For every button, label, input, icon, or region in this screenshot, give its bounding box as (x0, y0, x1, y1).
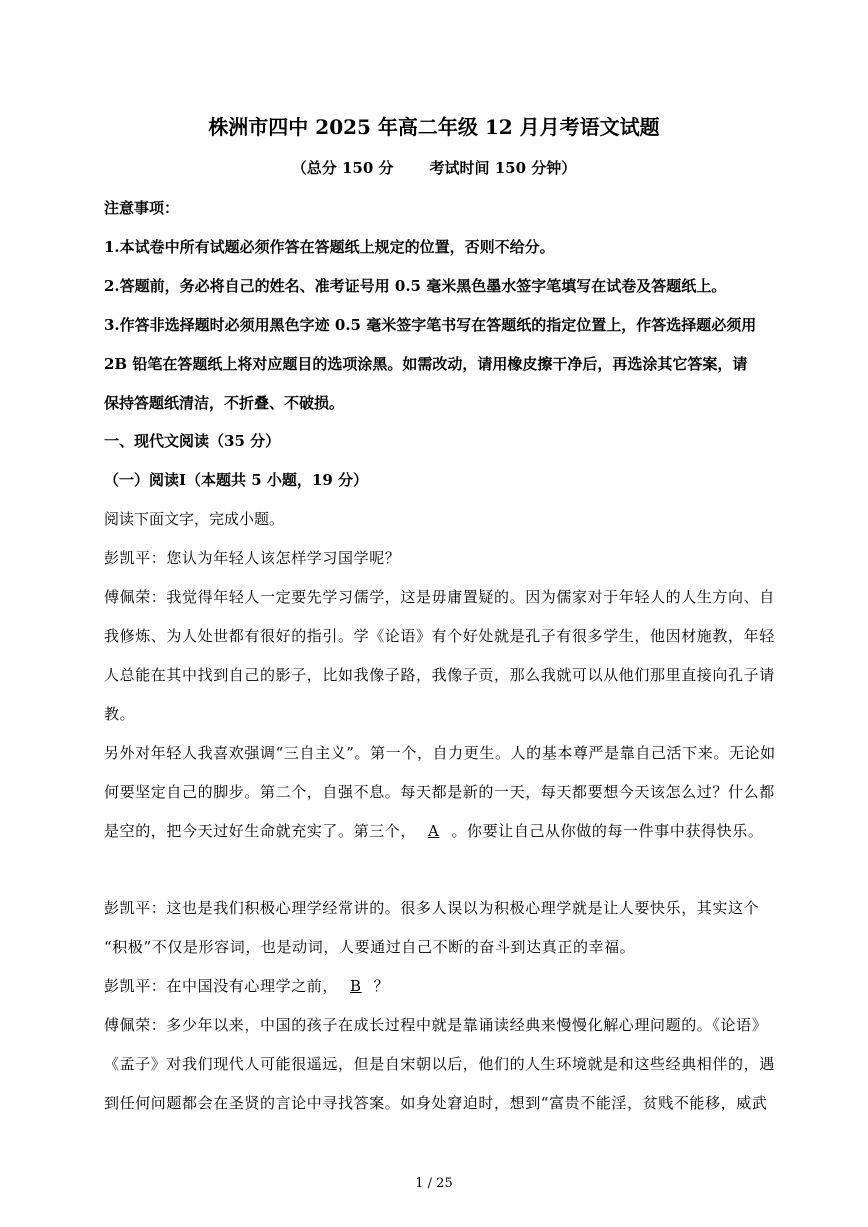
passage-text: 。你要让自己从你做的每一件事中获得快乐。 (451, 822, 764, 840)
blank-a: A (428, 822, 440, 840)
exam-time: 考试时间 150 分钟） (429, 159, 577, 177)
passage-line-with-blank-a (104, 821, 763, 841)
exam-title: 株洲市四中 2025 年高二年级 12 月月考语文试题 (208, 115, 660, 139)
passage-line: 傅佩荣：我觉得年轻人一定要先学习儒学，这是毋庸置疑的。因为儒家对于年轻人的人生方向、自 (104, 588, 775, 606)
exam-subtitle (0, 158, 868, 178)
passage-line-with-blank-b (104, 976, 389, 996)
notice-heading: 注意事项： (104, 199, 180, 217)
passage-line: 傅佩荣：多少年以来，中国的孩子在成长过程中就是靠诵读经典来慢慢化解心理问题的。《论语》 (104, 1016, 768, 1034)
section-heading: 一、现代文阅读（35 分） (104, 432, 281, 450)
notice-item-2: 2.答题前，务必将自己的姓名、准考证号用 0.5 毫米黑色墨水签字笔填写在试卷及答题纸上。 (104, 277, 727, 295)
notice-item-3-line-1: 3.作答非选择题时必须用黑色字迹 0.5 毫米签字笔书写在答题纸的指定位置上，作答选择题必须用 (104, 316, 757, 334)
notice-item-1: 1.本试卷中所有试题必须作答在答题纸上规定的位置，否则不给分。 (104, 238, 555, 256)
page-number: 1 / 25 (415, 1176, 453, 1191)
passage-line: 另外对年轻人我喜欢强调“三自主义”。第一个，自力更生。人的基本尊严是靠自己活下来。无论如 (104, 744, 776, 762)
notice-item-3-line-3: 保持答题纸清洁，不折叠、不破损。 (104, 394, 345, 412)
passage-text: ？ (373, 977, 390, 995)
passage-line: 彭凯平：这也是我们积极心理学经常讲的。很多人误以为积极心理学就是让人要快乐，其实这个 (104, 899, 760, 917)
subsection-heading: （一）阅读Ⅰ（本题共 5 小题，19 分） (104, 471, 368, 489)
total-score: （总分 150 分 (291, 159, 394, 177)
passage-line: 教。 (104, 705, 136, 723)
passage-line: 何要坚定自己的脚步。第二个，自强不息。每天都是新的一天，每天都要想今天该怎么过？什么都 (104, 783, 775, 801)
passage-line: 到任何问题都会在圣贤的言论中寻找答案。如身处窘迫时，想到“富贵不能淫，贫贱不能移，威武 (104, 1094, 768, 1112)
passage-line: 人总能在其中找到自己的影子，比如我像子路，我像子贡，那么我就可以从他们那里直接向孔子请 (104, 666, 775, 684)
notice-item-3-line-2: 2B 铅笔在答题纸上将对应题目的选项涂黑。如需改动，请用橡皮擦干净后，再选涂其它答案，请 (104, 355, 748, 373)
passage-text: 是空的，把今天过好生命就充实了。第三个， (104, 822, 417, 840)
passage-line: “积极”不仅是形容词，也是动词，人要通过自己不断的奋斗到达真正的幸福。 (104, 938, 636, 956)
instruction-text: 阅读下面文字，完成小题。 (104, 510, 285, 528)
passage-line: 我修炼、为人处世都有很好的指引。学《论语》有个好处就是孔子有很多学生，他因材施教，年轻 (104, 627, 775, 645)
passage-text: 彭凯平：在中国没有心理学之前， (104, 977, 339, 995)
passage-line: 彭凯平：您认为年轻人该怎样学习国学呢？ (104, 549, 401, 567)
blank-b: B (350, 977, 362, 995)
passage-line: 《孟子》对我们现代人可能很遥远，但是自宋朝以后，他们的人生环境就是和这些经典相伴的，遇 (104, 1055, 775, 1073)
